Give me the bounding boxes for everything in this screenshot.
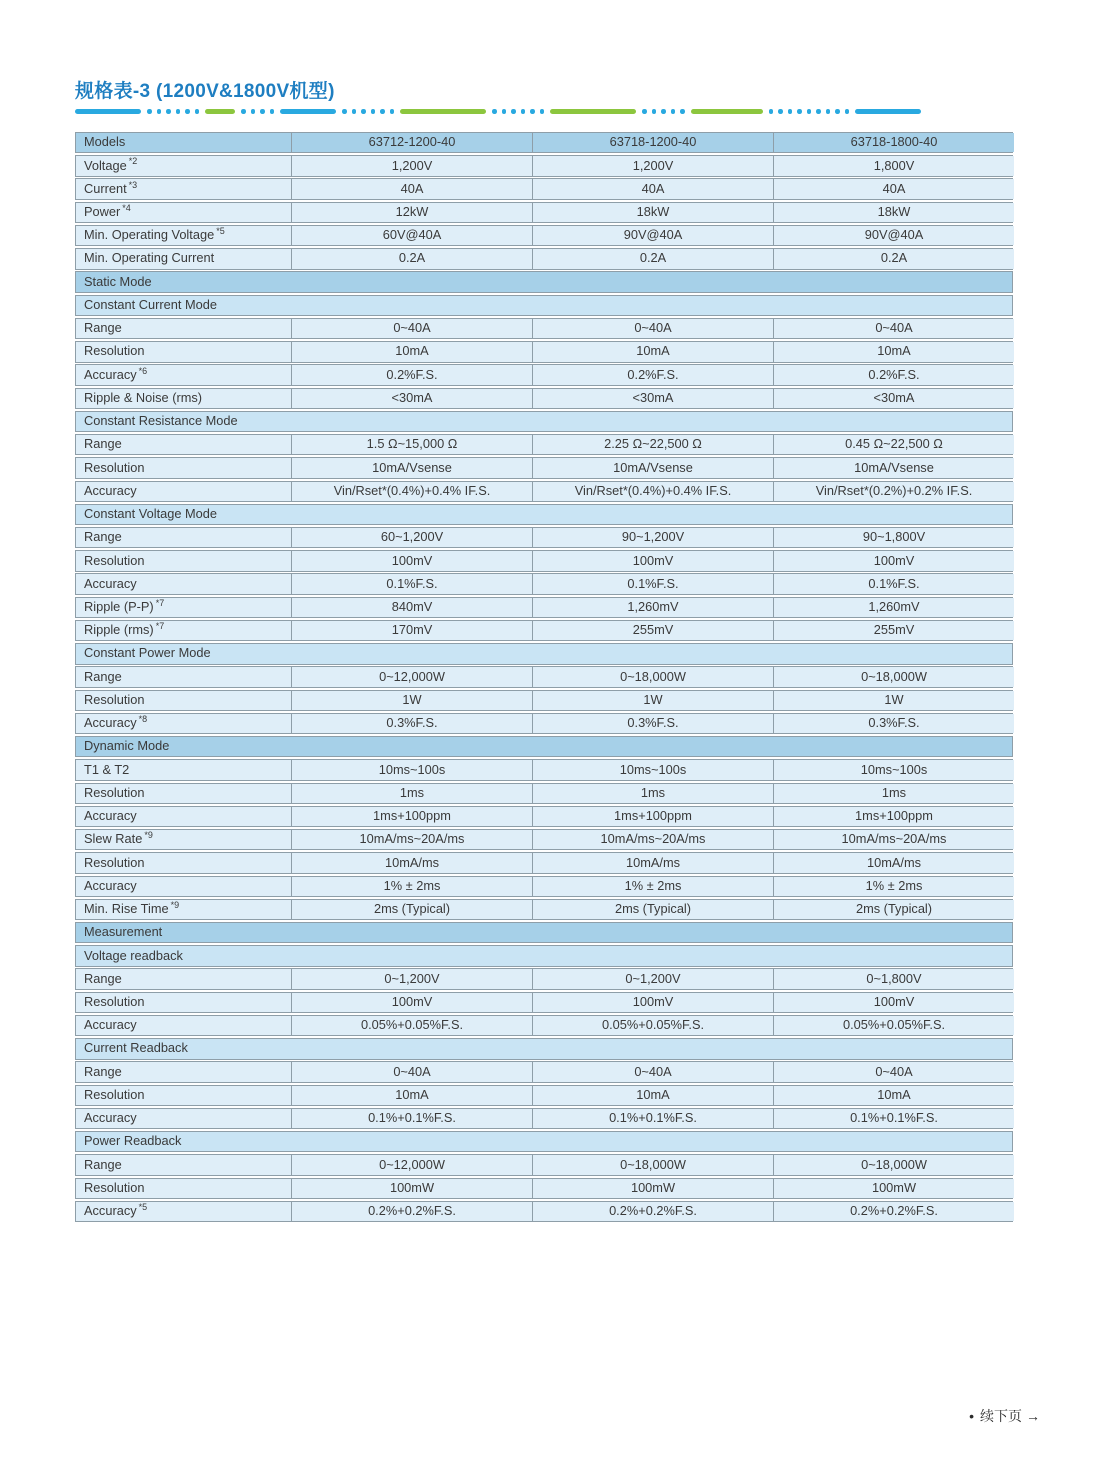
divider-dash bbox=[400, 109, 486, 114]
row-label: Accuracy *5 bbox=[76, 1202, 291, 1221]
cell-value: 170mV bbox=[291, 621, 532, 640]
cell-value: 1% ± 2ms bbox=[532, 877, 773, 896]
cell-value: 1.5 Ω~15,000 Ω bbox=[291, 435, 532, 454]
cell-value: 1ms bbox=[773, 784, 1014, 803]
cell-value: 1% ± 2ms bbox=[291, 877, 532, 896]
divider-dot bbox=[652, 109, 657, 114]
table-row bbox=[75, 202, 1013, 223]
row-label: Resolution bbox=[76, 342, 291, 361]
table-row bbox=[75, 899, 1013, 920]
cell-value: 40A bbox=[773, 179, 1014, 198]
cell-value: 1ms bbox=[532, 784, 773, 803]
cell-value: 100mV bbox=[532, 551, 773, 570]
cell-value: 10mA/ms bbox=[773, 853, 1014, 872]
table-row bbox=[75, 992, 1013, 1013]
table-row bbox=[75, 178, 1013, 199]
cell-value: 0~12,000W bbox=[291, 667, 532, 686]
cell-value: 255mV bbox=[773, 621, 1014, 640]
footnote-marker: *4 bbox=[122, 202, 131, 213]
footer-continued bbox=[0, 1406, 1040, 1426]
cell-value: 40A bbox=[532, 179, 773, 198]
table-row bbox=[75, 225, 1013, 246]
subsection-row bbox=[75, 504, 1013, 525]
cell-value: 1W bbox=[532, 691, 773, 710]
row-label: Ripple (rms) *7 bbox=[76, 621, 291, 640]
cell-value: 10mA/ms~20A/ms bbox=[773, 830, 1014, 849]
cell-value: 1,260mV bbox=[773, 598, 1014, 617]
footnote-marker: *7 bbox=[155, 621, 165, 632]
table-row bbox=[75, 388, 1013, 409]
cell-value: 255mV bbox=[532, 621, 773, 640]
cell-value: 2.25 Ω~22,500 Ω bbox=[532, 435, 773, 454]
row-label: Range bbox=[76, 1062, 291, 1081]
cell-value: Vin/Rset*(0.4%)+0.4% IF.S. bbox=[291, 482, 532, 501]
cell-value: 18kW bbox=[532, 203, 773, 222]
cell-value: 0.2%+0.2%F.S. bbox=[773, 1202, 1014, 1221]
cell-value: 10ms~100s bbox=[532, 760, 773, 779]
footer-text: 续下页 bbox=[980, 1408, 1022, 1424]
divider-dot bbox=[241, 109, 246, 114]
cell-value: 90V@40A bbox=[532, 226, 773, 245]
row-label: Slew Rate *9 bbox=[76, 830, 291, 849]
table-row bbox=[75, 852, 1013, 873]
column-header: 63718-1800-40 bbox=[773, 133, 1014, 152]
cell-value: 0~40A bbox=[532, 319, 773, 338]
cell-value: 2ms (Typical) bbox=[532, 900, 773, 919]
cell-value: 10mA/Vsense bbox=[291, 458, 532, 477]
cell-value: 60~1,200V bbox=[291, 528, 532, 547]
cell-value: 0.1%+0.1%F.S. bbox=[773, 1109, 1014, 1128]
divider-dots bbox=[241, 109, 274, 114]
cell-value: 0~1,200V bbox=[532, 969, 773, 988]
footnote-marker: *7 bbox=[155, 597, 165, 608]
divider-dot bbox=[390, 109, 395, 114]
row-label: Resolution bbox=[76, 1179, 291, 1198]
row-label: Range bbox=[76, 969, 291, 988]
table-row bbox=[75, 457, 1013, 478]
divider-dot bbox=[642, 109, 647, 114]
divider-dot bbox=[185, 109, 190, 114]
divider-dot bbox=[166, 109, 171, 114]
table-row bbox=[75, 155, 1013, 176]
cell-value: 1,800V bbox=[773, 156, 1014, 175]
table-row bbox=[75, 1108, 1013, 1129]
section-label: Measurement bbox=[84, 924, 163, 940]
section-row bbox=[75, 271, 1013, 292]
divider-dots bbox=[642, 109, 685, 114]
cell-value: 1ms+100ppm bbox=[532, 807, 773, 826]
cell-value: 0.2%F.S. bbox=[532, 365, 773, 384]
row-label: Ripple & Noise (rms) bbox=[76, 389, 291, 408]
divider-dot bbox=[845, 109, 850, 114]
row-label: Min. Operating Voltage *5 bbox=[76, 226, 291, 245]
cell-value: 0.1%F.S. bbox=[532, 574, 773, 593]
cell-value: 10mA bbox=[532, 342, 773, 361]
footnote-marker: *5 bbox=[138, 1201, 148, 1212]
divider-dot bbox=[195, 109, 200, 114]
cell-value: 0~12,000W bbox=[291, 1155, 532, 1174]
divider-dot bbox=[788, 109, 793, 114]
row-label: Accuracy *8 bbox=[76, 714, 291, 733]
row-label: Accuracy *6 bbox=[76, 365, 291, 384]
table-row bbox=[75, 713, 1013, 734]
divider-dot bbox=[661, 109, 666, 114]
table-header-row bbox=[75, 132, 1013, 153]
cell-value: Vin/Rset*(0.4%)+0.4% IF.S. bbox=[532, 482, 773, 501]
right-arrow-icon: → bbox=[1026, 1408, 1040, 1424]
cell-value: 10mA bbox=[532, 1086, 773, 1105]
row-label: Range bbox=[76, 1155, 291, 1174]
cell-value: 100mV bbox=[532, 993, 773, 1012]
cell-value: 0.1%+0.1%F.S. bbox=[532, 1109, 773, 1128]
table-row bbox=[75, 759, 1013, 780]
subsection-label: Constant Power Mode bbox=[84, 645, 211, 661]
subsection-row bbox=[75, 643, 1013, 664]
spec-table bbox=[75, 132, 1013, 1224]
subsection-row bbox=[75, 1131, 1013, 1152]
subsection-label: Constant Voltage Mode bbox=[84, 506, 218, 522]
row-label: Accuracy bbox=[76, 574, 291, 593]
divider-dash bbox=[75, 109, 141, 114]
decorative-divider bbox=[75, 109, 1013, 114]
subsection-row bbox=[75, 1038, 1013, 1059]
cell-value: 0.2%+0.2%F.S. bbox=[532, 1202, 773, 1221]
cell-value: <30mA bbox=[532, 389, 773, 408]
divider-dot bbox=[260, 109, 265, 114]
cell-value: 0.05%+0.05%F.S. bbox=[773, 1016, 1014, 1035]
divider-dot bbox=[680, 109, 685, 114]
cell-value: 1W bbox=[773, 691, 1014, 710]
cell-value: 10ms~100s bbox=[291, 760, 532, 779]
table-row bbox=[75, 1154, 1013, 1175]
row-label: Current *3 bbox=[76, 179, 291, 198]
cell-value: 10mA bbox=[291, 342, 532, 361]
cell-value: 0.2A bbox=[532, 249, 773, 268]
cell-value: 0.2%+0.2%F.S. bbox=[291, 1202, 532, 1221]
cell-value: 0~18,000W bbox=[532, 667, 773, 686]
table-row bbox=[75, 666, 1013, 687]
cell-value: 1ms+100ppm bbox=[291, 807, 532, 826]
cell-value: 0~1,800V bbox=[773, 969, 1014, 988]
divider-dot bbox=[671, 109, 676, 114]
cell-value: 100mW bbox=[291, 1179, 532, 1198]
table-row bbox=[75, 341, 1013, 362]
subsection-row bbox=[75, 411, 1013, 432]
table-row bbox=[75, 783, 1013, 804]
divider-dot bbox=[342, 109, 347, 114]
cell-value: 2ms (Typical) bbox=[773, 900, 1014, 919]
table-row bbox=[75, 248, 1013, 269]
divider-dot bbox=[530, 109, 535, 114]
cell-value: 0~40A bbox=[291, 319, 532, 338]
cell-value: 100mW bbox=[532, 1179, 773, 1198]
cell-value: 0.2%F.S. bbox=[773, 365, 1014, 384]
table-row bbox=[75, 1085, 1013, 1106]
row-label: Range bbox=[76, 667, 291, 686]
divider-dot bbox=[147, 109, 152, 114]
cell-value: 10mA/ms~20A/ms bbox=[291, 830, 532, 849]
cell-value: 10mA/Vsense bbox=[773, 458, 1014, 477]
divider-dot bbox=[521, 109, 526, 114]
divider-dot bbox=[826, 109, 831, 114]
divider-dot bbox=[816, 109, 821, 114]
cell-value: 0~40A bbox=[291, 1062, 532, 1081]
divider-dot bbox=[807, 109, 812, 114]
cell-value: 1ms+100ppm bbox=[773, 807, 1014, 826]
footnote-marker: *9 bbox=[144, 830, 153, 841]
table-row bbox=[75, 876, 1013, 897]
row-label: Range bbox=[76, 528, 291, 547]
bullet-icon: • bbox=[969, 1408, 974, 1424]
table-row bbox=[75, 318, 1013, 339]
cell-value: 1ms bbox=[291, 784, 532, 803]
cell-value: 100mV bbox=[291, 993, 532, 1012]
subsection-label: Voltage readback bbox=[84, 947, 183, 963]
cell-value: 90V@40A bbox=[773, 226, 1014, 245]
table-row bbox=[75, 1015, 1013, 1036]
row-label: Resolution bbox=[76, 784, 291, 803]
cell-value: 90~1,800V bbox=[773, 528, 1014, 547]
subsection-label: Constant Resistance Mode bbox=[84, 413, 238, 429]
row-label: Range bbox=[76, 319, 291, 338]
divider-dots bbox=[769, 109, 850, 114]
divider-dot bbox=[361, 109, 366, 114]
divider-dot bbox=[778, 109, 783, 114]
column-header: 63718-1200-40 bbox=[532, 133, 773, 152]
cell-value: 10mA bbox=[773, 1086, 1014, 1105]
cell-value: 0~40A bbox=[773, 1062, 1014, 1081]
table-row bbox=[75, 434, 1013, 455]
divider-dot bbox=[835, 109, 840, 114]
divider-dash bbox=[205, 109, 235, 114]
cell-value: 0~1,200V bbox=[291, 969, 532, 988]
footnote-marker: *3 bbox=[128, 179, 138, 190]
table-row bbox=[75, 364, 1013, 385]
cell-value: 18kW bbox=[773, 203, 1014, 222]
cell-value: 0.1%F.S. bbox=[773, 574, 1014, 593]
subsection-label: Current Readback bbox=[84, 1040, 188, 1056]
table-row bbox=[75, 1061, 1013, 1082]
row-label: Resolution bbox=[76, 458, 291, 477]
row-label: Accuracy bbox=[76, 1109, 291, 1128]
cell-value: 10ms~100s bbox=[773, 760, 1014, 779]
table-row bbox=[75, 573, 1013, 594]
subsection-label: Power Readback bbox=[84, 1133, 182, 1149]
row-label: Resolution bbox=[76, 853, 291, 872]
section-label: Dynamic Mode bbox=[84, 738, 170, 754]
divider-dots bbox=[147, 109, 199, 114]
cell-value: 0.3%F.S. bbox=[291, 714, 532, 733]
row-label: Power *4 bbox=[76, 203, 291, 222]
cell-value: 0.2%F.S. bbox=[291, 365, 532, 384]
cell-value: 10mA/ms bbox=[291, 853, 532, 872]
divider-dot bbox=[176, 109, 181, 114]
cell-value: 100mW bbox=[773, 1179, 1014, 1198]
footnote-marker: *9 bbox=[170, 899, 180, 910]
cell-value: 0.3%F.S. bbox=[532, 714, 773, 733]
cell-value: 0~18,000W bbox=[773, 667, 1014, 686]
cell-value: 60V@40A bbox=[291, 226, 532, 245]
cell-value: 10mA bbox=[773, 342, 1014, 361]
divider-dot bbox=[492, 109, 497, 114]
row-label: Accuracy bbox=[76, 482, 291, 501]
divider-dot bbox=[502, 109, 507, 114]
divider-dot bbox=[769, 109, 774, 114]
cell-value: 10mA/ms bbox=[532, 853, 773, 872]
row-label: Resolution bbox=[76, 1086, 291, 1105]
row-label: T1 & T2 bbox=[76, 760, 291, 779]
footnote-marker: *5 bbox=[216, 226, 225, 237]
divider-dot bbox=[380, 109, 385, 114]
cell-value: 10mA/ms~20A/ms bbox=[532, 830, 773, 849]
table-row bbox=[75, 829, 1013, 850]
divider-dash bbox=[855, 109, 921, 114]
row-label: Resolution bbox=[76, 691, 291, 710]
cell-value: 1,260mV bbox=[532, 598, 773, 617]
table-row bbox=[75, 1201, 1013, 1222]
footnote-marker: *6 bbox=[138, 365, 148, 376]
cell-value: 10mA bbox=[291, 1086, 532, 1105]
cell-value: 10mA/Vsense bbox=[532, 458, 773, 477]
cell-value: <30mA bbox=[291, 389, 532, 408]
row-label: Accuracy bbox=[76, 807, 291, 826]
row-label: Resolution bbox=[76, 993, 291, 1012]
divider-dots bbox=[342, 109, 394, 114]
cell-value: 0.05%+0.05%F.S. bbox=[291, 1016, 532, 1035]
subsection-label: Constant Current Mode bbox=[84, 296, 218, 312]
cell-value: 1% ± 2ms bbox=[773, 877, 1014, 896]
cell-value: 0~40A bbox=[532, 1062, 773, 1081]
subsection-row bbox=[75, 945, 1013, 966]
table-row bbox=[75, 620, 1013, 641]
row-label: Models bbox=[76, 133, 291, 152]
divider-dot bbox=[797, 109, 802, 114]
section-label: Static Mode bbox=[84, 273, 152, 289]
column-header: 63712-1200-40 bbox=[291, 133, 532, 152]
cell-value: 0.2A bbox=[773, 249, 1014, 268]
divider-dot bbox=[352, 109, 357, 114]
table-row bbox=[75, 1178, 1013, 1199]
cell-value: 1W bbox=[291, 691, 532, 710]
row-label: Accuracy bbox=[76, 877, 291, 896]
cell-value: 100mV bbox=[773, 551, 1014, 570]
table-row bbox=[75, 527, 1013, 548]
cell-value: 40A bbox=[291, 179, 532, 198]
divider-dot bbox=[270, 109, 275, 114]
cell-value: 0.1%F.S. bbox=[291, 574, 532, 593]
cell-value: 2ms (Typical) bbox=[291, 900, 532, 919]
table-row bbox=[75, 550, 1013, 571]
cell-value: 90~1,200V bbox=[532, 528, 773, 547]
cell-value: <30mA bbox=[773, 389, 1014, 408]
table-row bbox=[75, 597, 1013, 618]
cell-value: 1,200V bbox=[532, 156, 773, 175]
row-label: Resolution bbox=[76, 551, 291, 570]
cell-value: 0.2A bbox=[291, 249, 532, 268]
footnote-marker: *8 bbox=[138, 714, 148, 725]
section-row bbox=[75, 736, 1013, 757]
row-label: Range bbox=[76, 435, 291, 454]
divider-dot bbox=[157, 109, 162, 114]
divider-dots bbox=[492, 109, 544, 114]
cell-value: 1,200V bbox=[291, 156, 532, 175]
page-title: 规格表-3 (1200V&1800V机型) bbox=[75, 81, 335, 102]
row-label: Ripple (P-P) *7 bbox=[76, 598, 291, 617]
row-label: Voltage *2 bbox=[76, 156, 291, 175]
table-row bbox=[75, 806, 1013, 827]
cell-value: 100mV bbox=[773, 993, 1014, 1012]
divider-dot bbox=[540, 109, 545, 114]
divider-dot bbox=[511, 109, 516, 114]
table-row bbox=[75, 690, 1013, 711]
cell-value: 0.45 Ω~22,500 Ω bbox=[773, 435, 1014, 454]
divider-dash bbox=[691, 109, 763, 114]
row-label: Accuracy bbox=[76, 1016, 291, 1035]
footnote-marker: *2 bbox=[128, 156, 138, 167]
cell-value: 12kW bbox=[291, 203, 532, 222]
divider-dot bbox=[371, 109, 376, 114]
table-row bbox=[75, 481, 1013, 502]
cell-value: Vin/Rset*(0.2%)+0.2% IF.S. bbox=[773, 482, 1014, 501]
row-label: Min. Operating Current bbox=[76, 249, 291, 268]
table-row bbox=[75, 968, 1013, 989]
cell-value: 0~18,000W bbox=[532, 1155, 773, 1174]
divider-dot bbox=[251, 109, 256, 114]
cell-value: 0.1%+0.1%F.S. bbox=[291, 1109, 532, 1128]
cell-value: 0.05%+0.05%F.S. bbox=[532, 1016, 773, 1035]
cell-value: 0~18,000W bbox=[773, 1155, 1014, 1174]
cell-value: 0~40A bbox=[773, 319, 1014, 338]
section-row bbox=[75, 922, 1013, 943]
row-label: Min. Rise Time *9 bbox=[76, 900, 291, 919]
cell-value: 840mV bbox=[291, 598, 532, 617]
divider-dash bbox=[550, 109, 636, 114]
cell-value: 100mV bbox=[291, 551, 532, 570]
subsection-row bbox=[75, 295, 1013, 316]
cell-value: 0.3%F.S. bbox=[773, 714, 1014, 733]
divider-dash bbox=[280, 109, 336, 114]
